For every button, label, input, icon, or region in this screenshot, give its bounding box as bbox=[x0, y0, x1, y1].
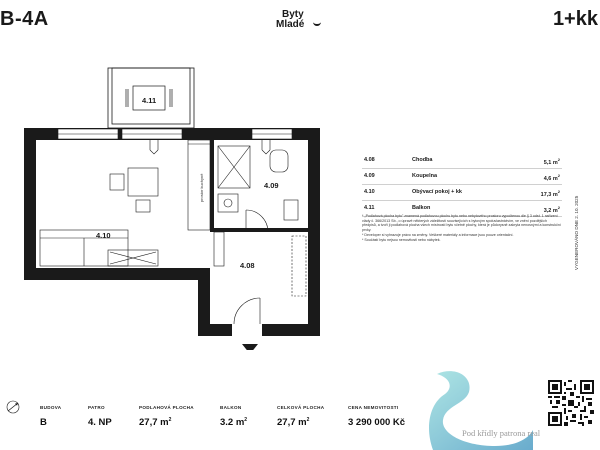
notes bbox=[362, 214, 562, 243]
watermark-text: Pod křídly patrona real bbox=[462, 428, 541, 438]
total-area-value: 27,7 $m^2$ bbox=[277, 417, 310, 429]
room-number: 4.08 bbox=[364, 157, 375, 163]
room-name: Balkon bbox=[412, 205, 431, 211]
kitchen-label: prostor kuchyně bbox=[199, 173, 204, 202]
room-name: Koupelna bbox=[412, 173, 438, 179]
total-area-label: CELKOVÁ PLOCHA bbox=[277, 405, 325, 410]
logo-smile-icon bbox=[313, 20, 321, 26]
layout-type: 1+kk bbox=[552, 8, 598, 30]
entrance-arrow-icon bbox=[242, 344, 258, 350]
price-label: CENA NEMOVITOSTI bbox=[348, 405, 399, 410]
room-row bbox=[362, 169, 562, 185]
byty-mlade-logo bbox=[276, 10, 304, 30]
living-room-furniture bbox=[40, 168, 158, 266]
room-area: 5,1 $m^2$ bbox=[543, 157, 560, 166]
floor-area-value: 27,7 $m^2$ bbox=[139, 417, 172, 429]
building-label: BUDOVA bbox=[40, 405, 62, 410]
room-label-4-08: 4.08 bbox=[240, 261, 255, 270]
room-name: Chodba bbox=[412, 157, 433, 163]
balcony-value: 3.2 $m^2$ bbox=[220, 417, 248, 429]
generated-date bbox=[572, 152, 580, 272]
balcony-label: BALKON bbox=[220, 405, 242, 410]
room-area: 17,3 $m^2$ bbox=[540, 189, 560, 198]
note-developer: * Developer si vyhrazuje právo na změny. Veškeré materiály a informace jsou pouze orientační. bbox=[362, 232, 514, 237]
note-floor-area: * „Podlahová plocha bytu" znamená podlahovou plochu bytu nebo nebytového prostoru vypočtenou dle § 3 odst. 1 nařízení vlády č. 366/2013 Sb., o úpravě některých záležitostí souvisejících s bytovým spoluvlastnictvím, ve znění pozdějších předpisů, a tvoří ji podlahová plocha všech místností bytu včetně plochy, která je půdorysně zakryta nenosnými a konstrukční prvky. bbox=[362, 214, 561, 232]
room-table bbox=[362, 153, 562, 217]
logo-line1: Byty bbox=[282, 9, 304, 20]
room-area: 3,2 $m^2$ bbox=[543, 205, 560, 214]
floor-value: 4. NP bbox=[88, 417, 112, 428]
hallway-fixtures bbox=[214, 232, 306, 324]
entrance-gap bbox=[232, 324, 262, 336]
room-row bbox=[362, 153, 562, 169]
room-number: 4.09 bbox=[364, 173, 375, 179]
room-label-4-11: 4.11 bbox=[142, 96, 157, 105]
room-area: 4,6 $m^2$ bbox=[543, 173, 560, 182]
compass-icon bbox=[6, 400, 20, 414]
room-row bbox=[362, 185, 562, 201]
room-number: 4.10 bbox=[364, 189, 375, 195]
floor-plan bbox=[0, 60, 340, 350]
qr-code-icon[interactable] bbox=[548, 380, 594, 426]
floor-area-label: PODLAHOVÁ PLOCHA bbox=[139, 405, 194, 410]
note-furniture: * Součástí bytu nejsou nemovitosti nebo nábytek. bbox=[362, 237, 441, 242]
room-number: 4.11 bbox=[364, 205, 375, 211]
building-value: B bbox=[40, 417, 47, 428]
room-name: Obývací pokoj + kk bbox=[412, 189, 462, 195]
room-label-4-09: 4.09 bbox=[264, 181, 279, 190]
logo-line2: Mladé bbox=[276, 19, 305, 30]
price-value: 3 290 000 Kč bbox=[348, 417, 406, 428]
unit-code: B-4A bbox=[0, 8, 49, 30]
partitions bbox=[210, 140, 308, 232]
floor-label: PATRO bbox=[88, 405, 105, 410]
room-label-4-10: 4.10 bbox=[96, 231, 111, 240]
bathroom-fixtures bbox=[218, 146, 298, 232]
svg-text:VYGENEROVÁNO DNE 2. 10. 2025: VYGENEROVÁNO DNE 2. 10. 2025 bbox=[574, 195, 579, 270]
